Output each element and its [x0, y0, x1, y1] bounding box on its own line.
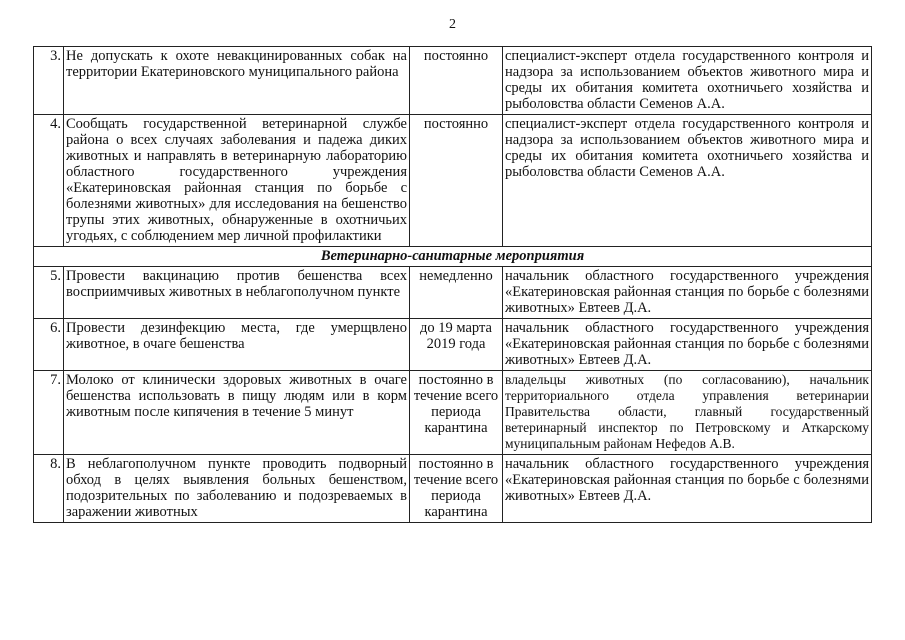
measure-text: Сообщать государственной ветеринарной службе района о всех случаях заболевания и падежа диких животных и направлять в ветеринарную лабораторию областного государственного учреждения «Екатериновская районная станция по борьбе с болезнями животных» для исследования на бешенство трупы этих животных, обнаруженные в охотничьих угодьях, с соблюдением мер личной профилактики	[64, 115, 410, 247]
section-row	[34, 247, 872, 267]
row-number: 5.	[34, 267, 64, 319]
responsible-text: владельцы животных (по согласованию), начальник территориального отдела управления ветеринарии Правительства области, главный государственный ветеринарный инспектор по Петровскому и Аткарскому муниципальным районам Нефедов А.В.	[503, 371, 872, 455]
responsible-text: специалист-эксперт отдела государственного контроля и надзора за использованием объектов животного мира и среды их обитания комитета охотничьего хозяйства и рыболовства области Семенов А.А.	[503, 47, 872, 115]
row-number: 8.	[34, 455, 64, 523]
page-number: 2	[449, 17, 456, 32]
row-number: 7.	[34, 371, 64, 455]
table-row	[34, 115, 872, 247]
measures-table	[33, 46, 872, 523]
term-text: постоянно в течение всего периода карантина	[410, 371, 503, 455]
table-row	[34, 455, 872, 523]
term-text: до 19 марта 2019 года	[410, 319, 503, 371]
term-text: постоянно	[410, 47, 503, 115]
row-number: 6.	[34, 319, 64, 371]
term-text: постоянно	[410, 115, 503, 247]
term-text: немедленно	[410, 267, 503, 319]
responsible-text: начальник областного государственного учреждения «Екатериновская районная станция по борьбе с болезнями животных» Евтеев Д.А.	[503, 319, 872, 371]
responsible-text: специалист-эксперт отдела государственного контроля и надзора за использованием объектов животного мира и среды их обитания комитета охотничьего хозяйства и рыболовства области Семенов А.А.	[503, 115, 872, 247]
measure-text: Не допускать к охоте невакцинированных собак на территории Екатериновского муниципального района	[64, 47, 410, 115]
responsible-text: начальник областного государственного учреждения «Екатериновская районная станция по борьбе с болезнями животных» Евтеев Д.А.	[503, 267, 872, 319]
section-title: Ветеринарно-санитарные мероприятия	[34, 247, 872, 267]
table-row	[34, 47, 872, 115]
measure-text: В неблагополучном пункте проводить подворный обход в целях выявления больных бешенством, подозрительных по заболеванию и подозреваемых в заражении животных	[64, 455, 410, 523]
table-row	[34, 319, 872, 371]
row-number: 3.	[34, 47, 64, 115]
measure-text: Молоко от клинически здоровых животных в очаге бешенства использовать в пищу людям или в корм животным после кипячения в течение 5 минут	[64, 371, 410, 455]
table-row	[34, 371, 872, 455]
table-row	[34, 267, 872, 319]
row-number: 4.	[34, 115, 64, 247]
term-text: постоянно в течение всего периода карантина	[410, 455, 503, 523]
measure-text: Провести дезинфекцию места, где умерщвлено животное, в очаге бешенства	[64, 319, 410, 371]
responsible-text: начальник областного государственного учреждения «Екатериновская районная станция по борьбе с болезнями животных» Евтеев Д.А.	[503, 455, 872, 523]
measure-text: Провести вакцинацию против бешенства всех восприимчивых животных в неблагополучном пункте	[64, 267, 410, 319]
